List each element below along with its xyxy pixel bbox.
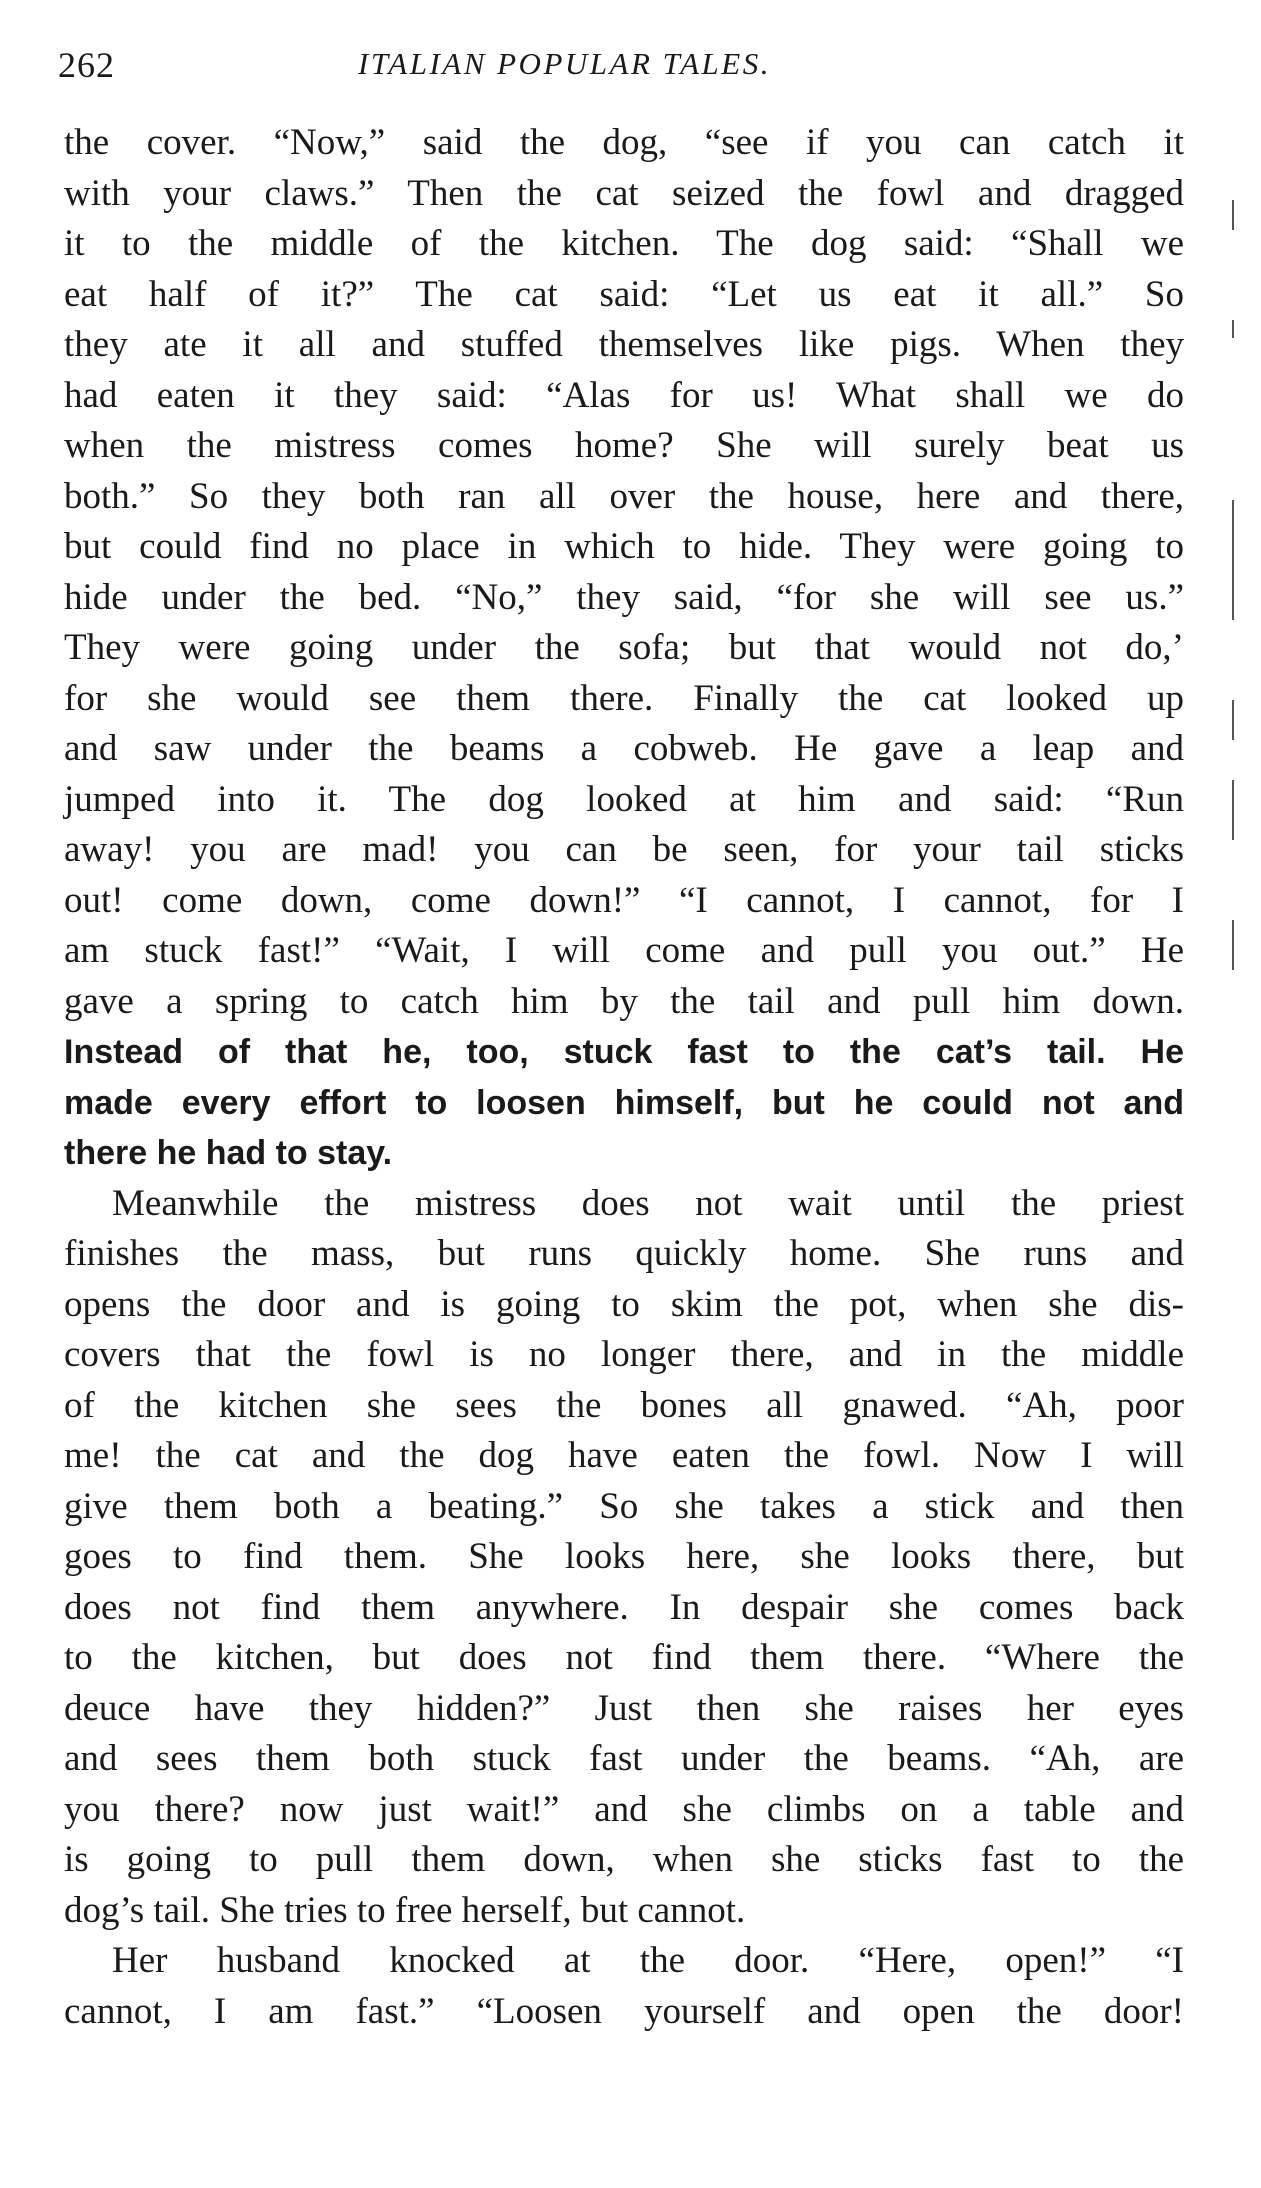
text-line: cannot, I am fast.” “Loosen yourself and open the door! <box>64 1990 1184 2032</box>
paragraph <box>64 1179 1184 1937</box>
text-line: of the kitchen she sees the bones all gnawed. “Ah, poor <box>64 1384 1184 1426</box>
text-line: covers that the fowl is no longer there, and in the middle <box>64 1334 1184 1375</box>
text-line: give them both a beating.” So she takes a stick and then <box>64 1485 1184 1527</box>
text-line: deuce have they hidden?” Just then she raises her eyes <box>64 1687 1184 1729</box>
text-line: Instead of that he, too, stuck fast to the cat’s tail. He <box>64 1033 1184 1071</box>
text-line: Meanwhile the mistress does not wait until the priest <box>112 1182 1184 1224</box>
text-line: opens the door and is going to skim the pot, when she dis- <box>64 1283 1184 1325</box>
text-line: away! you are mad! you can be seen, for your tail sticks <box>64 829 1184 870</box>
text-line: had eaten it they said: “Alas for us! What shall we do <box>64 374 1184 416</box>
text-line: They were going under the sofa; but that would not do,’ <box>64 627 1184 668</box>
text-line: out! come down, come down!” “I cannot, I cannot, for I <box>64 879 1184 921</box>
running-title: ITALIAN POPULAR TALES. <box>358 46 771 81</box>
text-line: does not find them anywhere. In despair she comes back <box>64 1586 1184 1628</box>
text-line: when the mistress comes home? She will surely beat us <box>64 425 1184 466</box>
scan-margin-marks <box>1232 160 1252 1010</box>
paragraph <box>64 118 1184 1179</box>
text-line: there he had to stay. <box>64 1134 393 1172</box>
page-header <box>58 44 1188 94</box>
text-line: Her husband knocked at the door. “Here, open!” “I <box>112 1940 1184 1981</box>
text-line: dog’s tail. She tries to free herself, but cannot. <box>64 1889 746 1931</box>
text-line: but could find no place in which to hide. They were going to <box>64 526 1184 567</box>
page-number: 262 <box>58 45 115 85</box>
text-line: made every effort to loosen himself, but he could not and <box>64 1083 1184 1122</box>
text-line: both.” So they both ran all over the house, here and there, <box>64 475 1184 517</box>
text-line: it to the middle of the kitchen. The dog said: “Shall we <box>64 223 1184 264</box>
text-line: goes to find them. She looks here, she looks there, but <box>64 1536 1184 1577</box>
text-line: to the kitchen, but does not find them there. “Where the <box>64 1637 1184 1678</box>
text-line: jumped into it. The dog looked at him and said: “Run <box>64 778 1184 820</box>
text-line: eat half of it?” The cat said: “Let us eat it all.” So <box>64 273 1184 315</box>
text-line: hide under the bed. “No,” they said, “for she will see us.” <box>64 576 1184 618</box>
text-line: finishes the mass, but runs quickly home. She runs and <box>64 1233 1184 1274</box>
text-line: and sees them both stuck fast under the beams. “Ah, are <box>64 1738 1184 1779</box>
text-line: is going to pull them down, when she sticks fast to the <box>64 1839 1184 1880</box>
text-line: me! the cat and the dog have eaten the fowl. Now I will <box>64 1435 1184 1476</box>
text-line: and saw under the beams a cobweb. He gave a leap and <box>64 728 1184 769</box>
text-line: am stuck fast!” “Wait, I will come and pull you out.” He <box>64 930 1184 971</box>
text-line: for she would see them there. Finally the cat looked up <box>64 677 1184 719</box>
text-line: gave a spring to catch him by the tail and pull him down. <box>64 980 1184 1022</box>
text-line: they ate it all and stuffed themselves like pigs. When they <box>64 324 1184 365</box>
text-line: the cover. “Now,” said the dog, “see if you can catch it <box>64 122 1184 163</box>
paragraph <box>64 1936 1184 2037</box>
text-line: you there? now just wait!” and she climbs on a table and <box>64 1788 1184 1830</box>
text-line: with your claws.” Then the cat seized the fowl and dragged <box>64 172 1184 214</box>
body-text <box>64 118 1184 2037</box>
